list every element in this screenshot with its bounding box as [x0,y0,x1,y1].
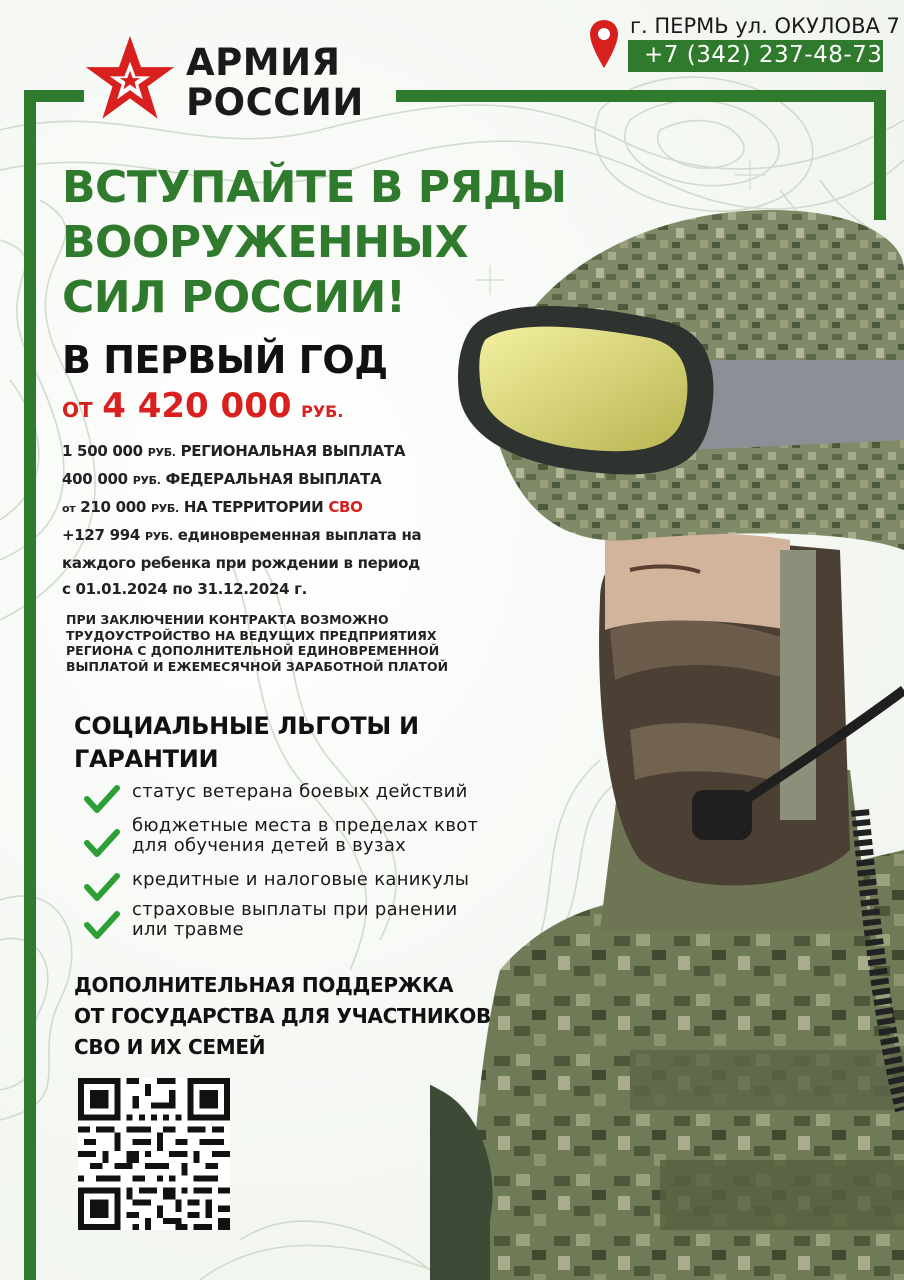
benefit-line2: для обучения детей в вузах [132,835,407,856]
first-year-title: В ПЕРВЫЙ ГОД [62,338,388,382]
checkmark-icon [84,784,120,814]
support-line1: ДОПОЛНИТЕЛЬНАЯ ПОДДЕРЖКА [74,973,454,997]
contract-note [66,612,516,674]
amount-prefix: ОТ [62,398,93,422]
headline-line3: СИЛ РОССИИ! [62,272,406,323]
benefit-line1: кредитные и налоговые каникулы [132,869,470,890]
support-block [74,970,554,1063]
total-amount [62,386,343,426]
svo-label: НА ТЕРРИТОРИИ [183,498,324,516]
regional-label: РЕГИОНАЛЬНАЯ ВЫПЛАТА [180,442,406,460]
amount-value: 4 420 000 [102,386,292,426]
benefit-line2: или травме [132,919,244,940]
headline-line2: ВООРУЖЕННЫХ [62,217,469,268]
army-logo [84,34,394,126]
support-line2: ОТ ГОСУДАРСТВА ДЛЯ УЧАСТНИКОВ [74,1004,491,1028]
federal-amount: 400 000 [62,470,128,488]
headline-line1: ВСТУПАЙТЕ В РЯДЫ [62,162,567,213]
support-line3: СВО И ИХ СЕМЕЙ [74,1035,266,1059]
payments-list [62,438,442,602]
logo-text-line1: АРМИЯ [186,41,341,84]
benefit-item [84,870,554,890]
federal-payment [62,466,442,494]
child-line3: с 01.01.2024 по 31.12.2024 г. [62,580,308,598]
amount-unit: РУБ. [301,402,344,421]
benefits-title-line2: ГАРАНТИИ [74,745,219,773]
address-text: г. ПЕРМЬ ул. ОКУЛОВА 7 [630,14,900,38]
benefit-line1: страховые выплаты при ранении [132,899,458,920]
child-line1: единовременная выплата на [177,526,422,544]
frame-right [874,90,886,220]
svo-payment [62,494,442,522]
red-star-icon [84,34,176,126]
child-amount: +127 994 [62,526,141,544]
benefit-item [84,782,554,802]
child-unit: РУБ. [144,530,173,543]
benefit-item [84,816,554,856]
svo-prefix: от [62,502,76,515]
checkmark-icon [84,828,120,858]
child-line2: каждого ребенка при рождении в период [62,554,420,572]
logo-text-line2: РОССИИ [186,81,364,124]
svo-highlight: СВО [328,498,363,516]
benefit-line1: статус ветерана боевых действий [132,781,468,802]
regional-unit: РУБ. [147,446,176,459]
svo-amount: 210 000 [80,498,147,516]
contract-line1: ПРИ ЗАКЛЮЧЕНИИ КОНТРАКТА ВОЗМОЖНО [66,612,389,627]
benefit-line1: бюджетные места в пределах квот [132,815,479,836]
contract-line2: ТРУДОУСТРОЙСТВО НА ВЕДУЩИХ ПРЕДПРИЯТИЯХ [66,627,437,643]
phone-number[interactable]: +7 (342) 237-48-73 [644,42,883,68]
child-payment [62,522,442,550]
checkmark-icon [84,910,120,940]
regional-amount: 1 500 000 [62,442,143,460]
location-pin-icon [588,18,620,72]
frame-top-right [396,90,886,102]
federal-label: ФЕДЕРАЛЬНАЯ ВЫПЛАТА [165,470,382,488]
benefits-title-line1: СОЦИАЛЬНЫЕ ЛЬГОТЫ И [74,712,419,740]
regional-payment [62,438,442,466]
benefits-title [74,710,514,776]
qr-code[interactable] [78,1078,230,1230]
frame-left [24,90,36,1280]
contract-line3: РЕГИОНА С ДОПОЛНИТЕЛЬНОЙ ЕДИНОВРЕМЕННОЙ [66,643,440,658]
benefits-list [84,782,554,950]
benefit-item [84,900,554,940]
contract-line4: ВЫПЛАТОЙ И ЕЖЕМЕСЯЧНОЙ ЗАРАБОТНОЙ ПЛАТОЙ [66,658,449,674]
federal-unit: РУБ. [132,474,161,487]
headline [62,160,582,325]
svo-unit: РУБ. [150,502,179,515]
checkmark-icon [84,872,120,902]
